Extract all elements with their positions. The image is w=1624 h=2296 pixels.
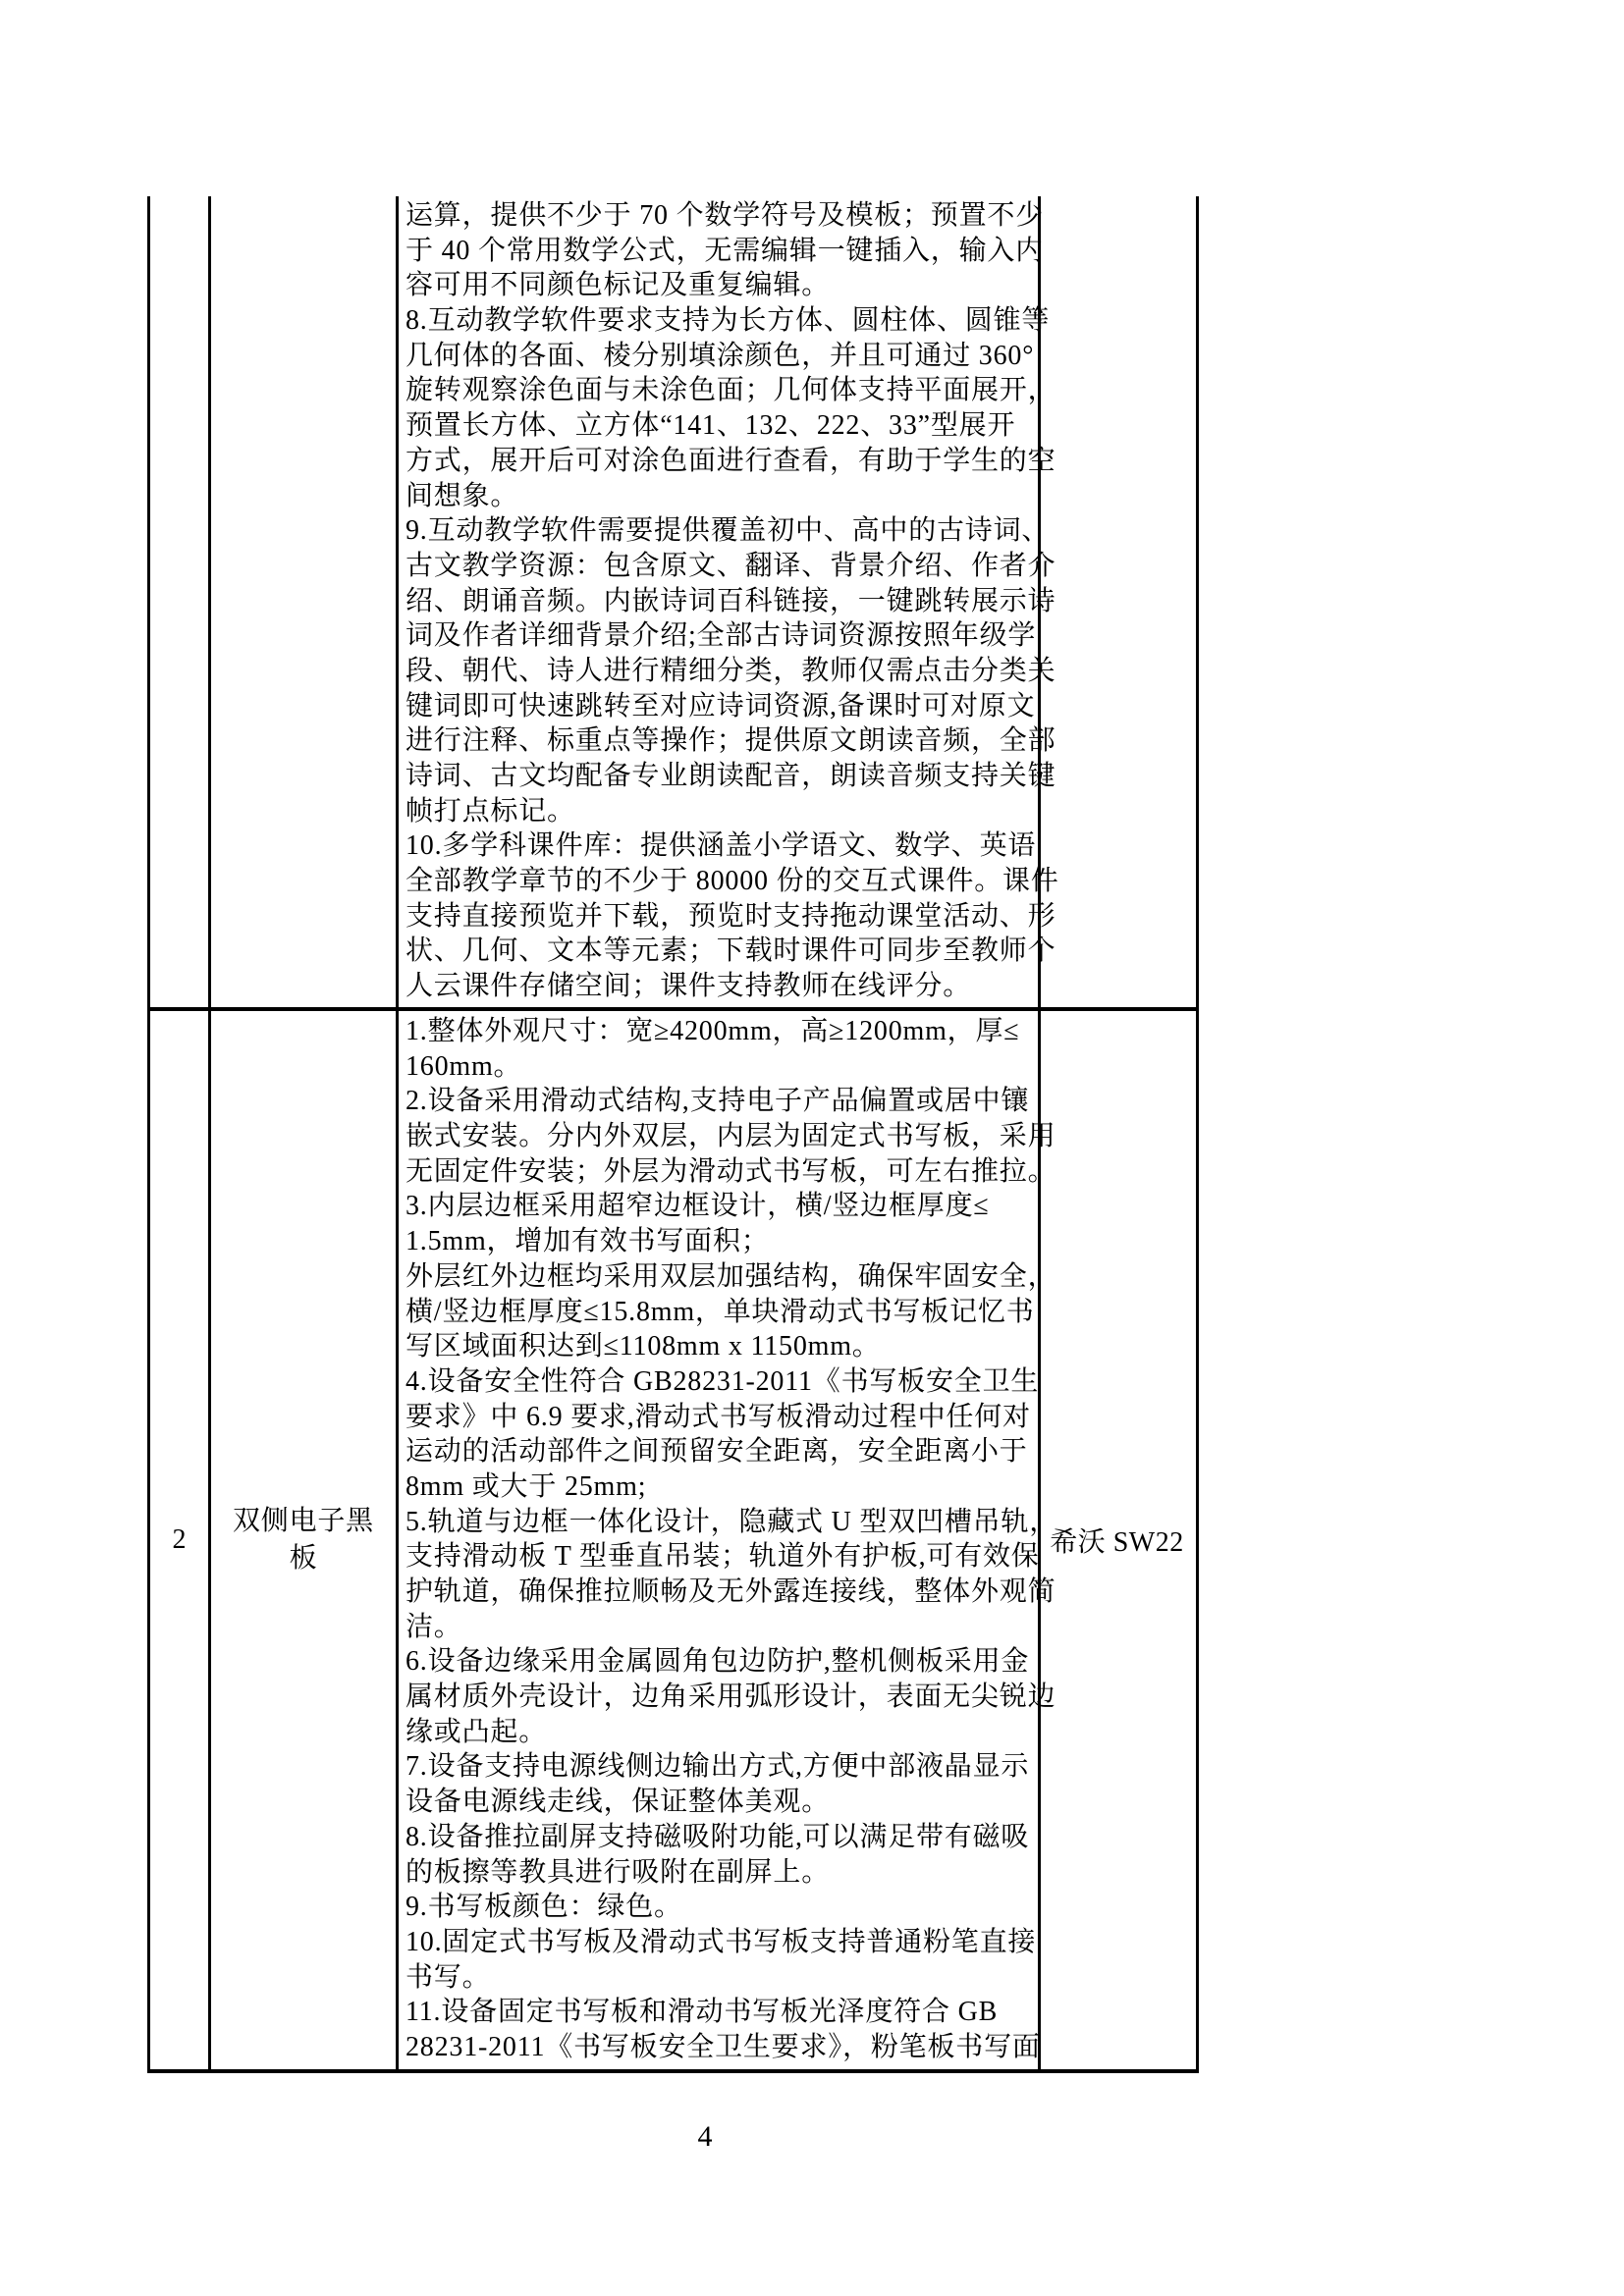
text-line: 双侧电子黑 bbox=[232, 1506, 374, 1536]
row2-spec-cell bbox=[406, 1014, 1058, 2065]
text-line: 9.互动教学软件需要提供覆盖初中、高中的古诗词、 bbox=[406, 515, 1051, 547]
text-line: 预置长方体、立方体“141、132、222、33”型展开 bbox=[406, 410, 1016, 442]
row2-name-cell bbox=[211, 1011, 396, 2069]
text-line: 方式，展开后可对涂色面进行查看，有助于学生的空 bbox=[406, 445, 1056, 476]
text-line: 几何体的各面、棱分别填涂颜色，并且可通过 360° bbox=[406, 340, 1035, 371]
text-line: 1.5mm，增加有效书写面积； bbox=[406, 1226, 770, 1257]
text-line: 容可用不同颜色标记及重复编辑。 bbox=[406, 270, 831, 301]
row-index: 2 bbox=[172, 1524, 187, 1555]
text-line: 8mm 或大于 25mm; bbox=[406, 1470, 647, 1502]
text-line: 的板擦等教具进行吸附在副屏上。 bbox=[406, 1856, 831, 1888]
text-line: 28231-2011《书写板安全卫生要求》，粉笔板书写面 bbox=[406, 2031, 1041, 2062]
text-line: 支持滑动板 T 型垂直吊装；轨道外有护板,可有效保 bbox=[406, 1541, 1040, 1573]
text-line: 10.固定式书写板及滑动式书写板支持普通粉笔直接 bbox=[406, 1926, 1037, 1957]
text-line: 2.设备采用滑动式结构,支持电子产品偏置或居中镶 bbox=[406, 1086, 1030, 1117]
text-line: 6.设备边缘采用金属圆角包边防护,整机侧板采用金 bbox=[406, 1646, 1030, 1678]
spec-table bbox=[147, 196, 1199, 2073]
text-line: 3.内层边框采用超窄边框设计，横/竖边框厚度≤ bbox=[406, 1191, 990, 1222]
text-line: 运算，提供不少于 70 个数学符号及模板；预置不少 bbox=[406, 200, 1045, 231]
text-line: 属材质外壳设计，边角采用弧形设计，表面无尖锐边 bbox=[406, 1682, 1056, 1713]
text-line: 洁。 bbox=[406, 1611, 462, 1642]
text-line: 书写。 bbox=[406, 1961, 491, 1993]
row2-index-cell bbox=[150, 1011, 208, 2069]
text-line: 绍、朗诵音频。内嵌诗词百科链接，一键跳转展示诗 bbox=[406, 585, 1056, 616]
text-line: 外层红外边框均采用双层加强结构，确保牢固安全， bbox=[406, 1260, 1056, 1292]
row1-spec-cell bbox=[406, 198, 1059, 1004]
text-line: 状、几何、文本等元素；下载时课件可同步至教师个 bbox=[406, 935, 1056, 967]
text-line: 11.设备固定书写板和滑动书写板光泽度符合 GB bbox=[406, 1997, 999, 2028]
text-line: 段、朝代、诗人进行精细分类，教师仅需点击分类关 bbox=[406, 655, 1056, 686]
text-line: 缘或凸起。 bbox=[406, 1716, 548, 1747]
text-line: 全部教学章节的不少于 80000 份的交互式课件。课件 bbox=[406, 866, 1059, 897]
text-line: 运动的活动部件之间预留安全距离，安全距离小于 bbox=[406, 1436, 1028, 1468]
row2-brand-cell bbox=[1041, 1011, 1193, 2069]
text-line: 8.设备推拉副屏支持磁吸附功能,可以满足带有磁吸 bbox=[406, 1821, 1030, 1852]
text-line: 10.多学科课件库：提供涵盖小学语文、数学、英语 bbox=[406, 830, 1037, 862]
text-line: 于 40 个常用数学公式，无需编辑一键插入，输入内 bbox=[406, 235, 1045, 266]
text-line: 键词即可快速跳转至对应诗词资源,备课时可对原文 bbox=[406, 690, 1036, 721]
text-line: 要求》中 6.9 要求,滑动式书写板滑动过程中任何对 bbox=[406, 1401, 1031, 1432]
text-line: 诗词、古文均配备专业朗读配音，朗读音频支持关键 bbox=[406, 761, 1056, 791]
text-line: 旋转观察涂色面与未涂色面；几何体支持平面展开， bbox=[406, 375, 1056, 406]
table-column-border bbox=[396, 196, 399, 2073]
brand-model: 希沃 SW22 bbox=[1050, 1527, 1184, 1558]
text-line: 古文教学资源：包含原文、翻译、背景介绍、作者介 bbox=[406, 550, 1056, 581]
text-line: 1.整体外观尺寸：宽≥4200mm，高≥1200mm，厚≤ bbox=[406, 1016, 1020, 1046]
text-line: 9.书写板颜色：绿色。 bbox=[406, 1892, 682, 1923]
text-line: 支持直接预览并下载，预览时支持拖动课堂活动、形 bbox=[406, 900, 1056, 932]
text-line: 间想象。 bbox=[406, 480, 519, 511]
text-line: 帧打点标记。 bbox=[406, 795, 575, 827]
table-bottom-border bbox=[147, 2069, 1199, 2073]
text-line: 板 bbox=[289, 1543, 318, 1574]
text-line: 设备电源线走线，保证整体美观。 bbox=[406, 1787, 831, 1818]
text-line: 写区域面积达到≤1108mm x 1150mm。 bbox=[406, 1331, 881, 1362]
text-line: 护轨道，确保推拉顺畅及无外露连接线，整体外观简 bbox=[406, 1576, 1056, 1607]
text-line: 无固定件安装；外层为滑动式书写板，可左右推拉。 bbox=[406, 1155, 1056, 1187]
text-line: 嵌式安装。分内外双层，内层为固定式书写板，采用 bbox=[406, 1121, 1056, 1152]
text-line: 160mm。 bbox=[406, 1050, 522, 1082]
text-line: 8.互动教学软件要求支持为长方体、圆柱体、圆锥等 bbox=[406, 305, 1051, 337]
text-line: 4.设备安全性符合 GB28231-2011《书写板安全卫生 bbox=[406, 1365, 1040, 1397]
text-line: 进行注释、标重点等操作；提供原文朗读音频，全部 bbox=[406, 725, 1056, 757]
page-number: 4 bbox=[697, 2120, 713, 2153]
text-line: 人云课件存储空间；课件支持教师在线评分。 bbox=[406, 971, 972, 1002]
text-line: 横/竖边框厚度≤15.8mm，单块滑动式书写板记忆书 bbox=[406, 1296, 1035, 1327]
text-line: 5.轨道与边框一体化设计，隐藏式 U 型双凹槽吊轨， bbox=[406, 1506, 1058, 1537]
text-line: 7.设备支持电源线侧边输出方式,方便中部液晶显示 bbox=[406, 1751, 1030, 1783]
text-line: 词及作者详细背景介绍;全部古诗词资源按照年级学 bbox=[406, 620, 1037, 652]
